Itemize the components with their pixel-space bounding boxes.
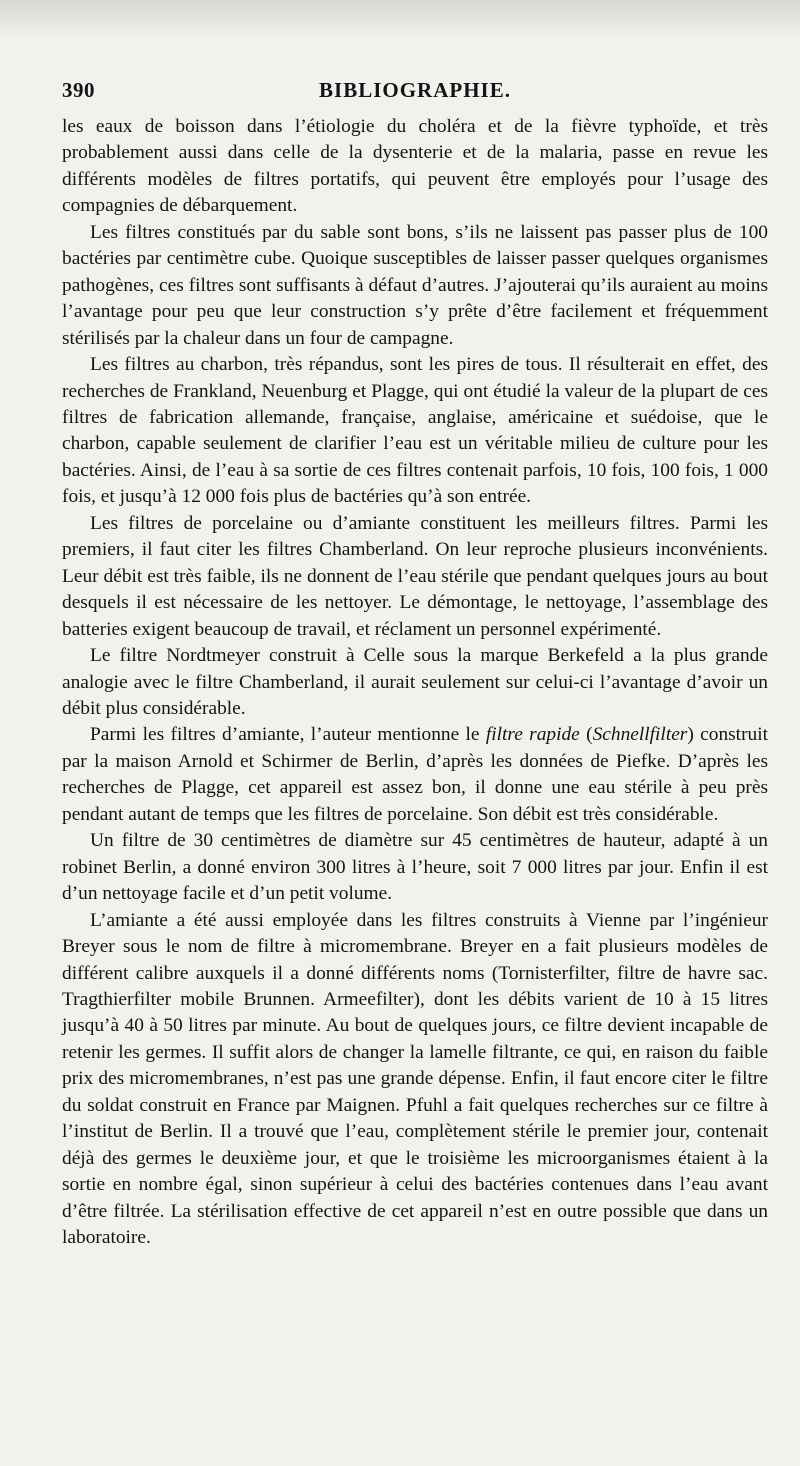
paragraph-2: Les filtres constitués par du sable sont bons, s’ils ne laissent pas passer plus de 100 bactéries par centimètre cube. Quoique susceptibles de laisser passer quelques organismes pathogènes, ces filtres sont suffisants à défaut d’autres. J’ajouterai qu’ils auraient au moins l’avantage pour peu que leur construction s’y prête d’être facilement et fréquemment stérilisés par la chaleur dans un four de campagne. (62, 221, 768, 349)
paragraph-6 (62, 722, 768, 828)
body-text (62, 114, 768, 1251)
paragraph-6-part-2: ( (579, 724, 593, 746)
scan-shadow (0, 0, 800, 40)
page-number: 390 (62, 78, 95, 102)
paragraph-8: L’amiante a été aussi employée dans les filtres construits à Vienne par l’ingénieur Breyer sous le nom de filtre à micromembrane. Breyer en a fait plusieurs modèles de différent calibre auxquels il a donné différents noms (Tornisterfilter, filtre de havre sac. Tragthierfilter mobile Brunnen. Armeefilter), dont les débits varient de 10 à 15 litres jusqu’à 40 à 50 litres par minute. Au bout de quelques jours, ce filtre devient incapable de retenir les germes. Il suffit alors de changer la lamelle filtrante, ce qui, en raison du faible prix des micromembranes, n’est pas une grande dépense. Enfin, il faut encore citer le filtre du soldat construit en France par Maignen. Pfuhl a fait quelques recherches sur ce filtre à l’institut de Berlin. Il a trouvé que l’eau, complètement stérile le premier jour, contenait déjà des germes le deuxième jour, et que le troisième les microorganismes étaient à la sortie en nombre égal, sinon supérieur à celui des bactéries contenues dans l’eau avant d’être filtrée. La stérilisation effective de cet appareil n’est en outre possible que dans un laboratoire. (62, 909, 768, 1249)
paragraph-4: Les filtres de porcelaine ou d’amiante constituent les meilleurs filtres. Parmi les premiers, il faut citer les filtres Chamberland. On leur reproche plusieurs inconvénients. Leur débit est très faible, ils ne donnent de l’eau stérile que pendant quelques jours au bout desquels il est nécessaire de les nettoyer. Le démontage, le nettoyage, l’assemblage des batteries exigent beaucoup de travail, et réclament un personnel expérimenté. (62, 512, 768, 640)
paragraph-5: Le filtre Nordtmeyer construit à Celle sous la marque Berkefeld a la plus grande analogie avec le filtre Chamberland, il aurait seulement sur celui-ci l’avantage d’avoir un débit plus considérable. (62, 645, 768, 719)
schnellfilter-italic: Schnellfilter (592, 724, 688, 746)
page-header (62, 78, 768, 110)
page (62, 78, 768, 1251)
paragraph-6-part-3: ) construit par la maison Arnold et Schirmer de Berlin, d’après les données de Piefke. D’après les recherches de Plagge, cet appareil est assez bon, il donne une eau stérile à peu près pendant autant de temps que les filtres de porcelaine. Son débit est très considérable. (62, 724, 768, 825)
paragraph-6-part-1: Parmi les filtres d’amiante, l’auteur mentionne le (90, 724, 486, 746)
paragraph-7: Un filtre de 30 centimètres de diamètre sur 45 centimètres de hauteur, adapté à un robinet Berlin, a donné environ 300 litres à l’heure, soit 7 000 litres par jour. Enfin il est d’un nettoyage facile et d’un petit volume. (62, 830, 768, 905)
filtre-rapide-italic: filtre rapide (485, 724, 580, 746)
paragraph-1: les eaux de boisson dans l’étiologie du choléra et de la fièvre typhoïde, et très probablement aussi dans celle de la dysenterie et de la malaria, passe en revue les différents modèles de filtres portatifs, qui peuvent être employés pour l’usage des compagnies de débarquement. (62, 116, 768, 217)
paragraph-3: Les filtres au charbon, très répandus, sont les pires de tous. Il résulterait en effet, des recherches de Frankland, Neuenburg et Plagge, qui ont étudié la valeur de la plupart de ces filtres de fabrication allemande, française, anglaise, américaine et suédoise, que le charbon, capable seulement de clarifier l’eau est un véritable milieu de culture pour les bactéries. Ainsi, de l’eau à sa sortie de ces filtres contenait parfois, 10 fois, 100 fois, 1 000 fois, et jusqu’à 12 000 fois plus de bactéries qu’à son entrée. (62, 354, 768, 508)
running-title: BIBLIOGRAPHIE. (319, 78, 511, 102)
